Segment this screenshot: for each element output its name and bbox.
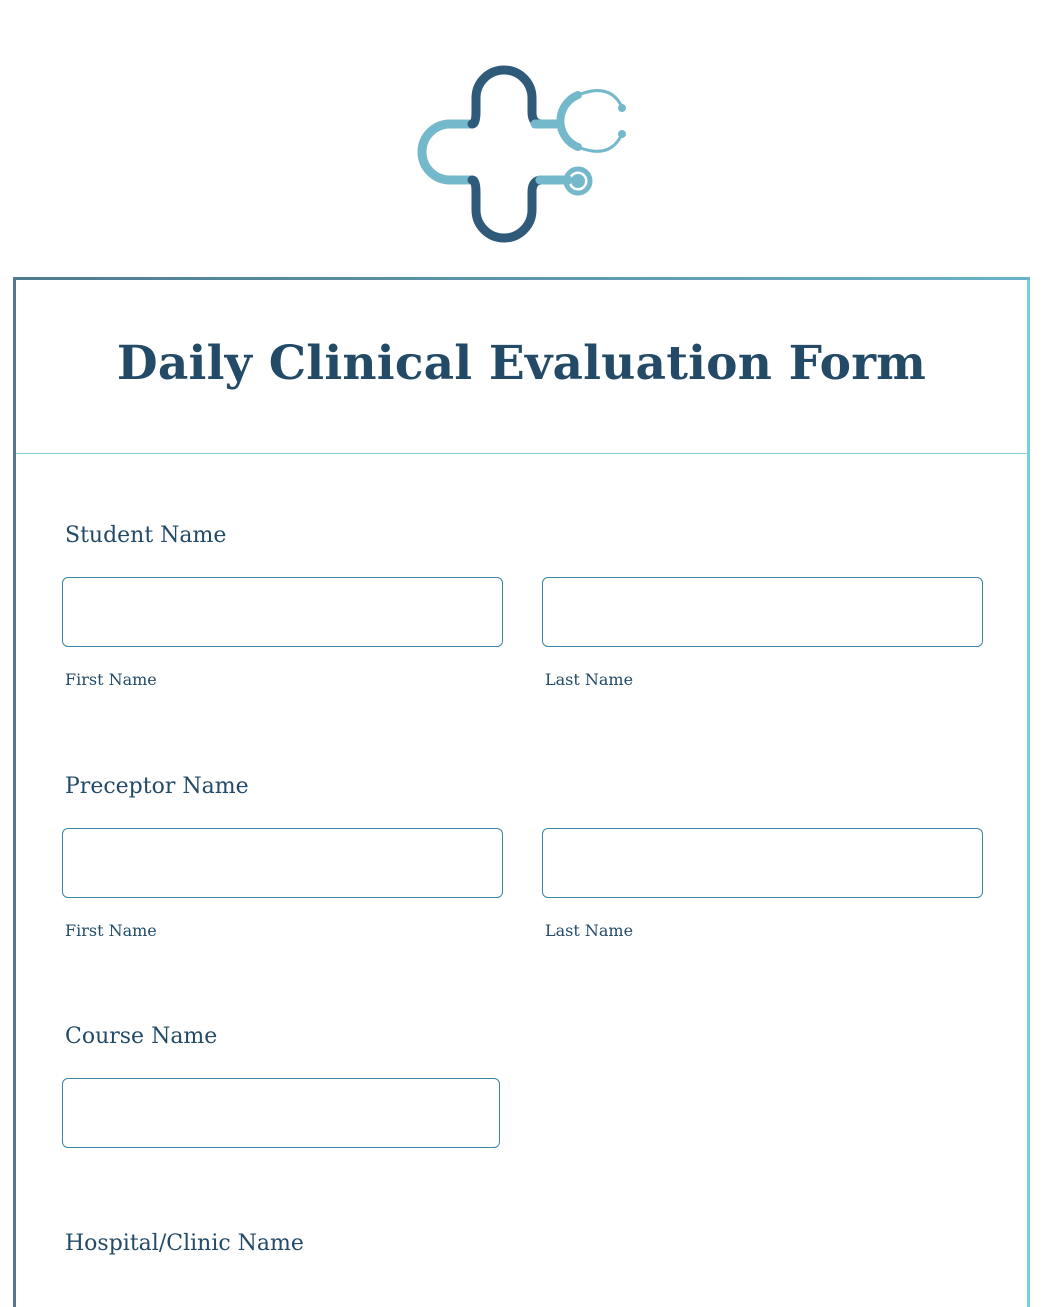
student-name-label: Student Name [65, 523, 227, 548]
course-name-label: Course Name [65, 1024, 218, 1049]
student-first-name-input[interactable] [62, 577, 503, 647]
course-name-input[interactable] [62, 1078, 500, 1148]
hospital-clinic-name-label: Hospital/Clinic Name [65, 1231, 304, 1256]
stethoscope-cross-logo [410, 62, 640, 247]
preceptor-first-name-input[interactable] [62, 828, 503, 898]
student-last-name-input[interactable] [542, 577, 983, 647]
form-title: Daily Clinical Evaluation Form [116, 336, 927, 391]
student-last-name-sublabel: Last Name [545, 670, 634, 689]
preceptor-name-label: Preceptor Name [65, 774, 249, 799]
preceptor-first-name-sublabel: First Name [65, 921, 157, 940]
header-divider [16, 453, 1027, 454]
preceptor-last-name-input[interactable] [542, 828, 983, 898]
form-card [13, 277, 1030, 1307]
student-first-name-sublabel: First Name [65, 670, 157, 689]
preceptor-last-name-sublabel: Last Name [545, 921, 634, 940]
